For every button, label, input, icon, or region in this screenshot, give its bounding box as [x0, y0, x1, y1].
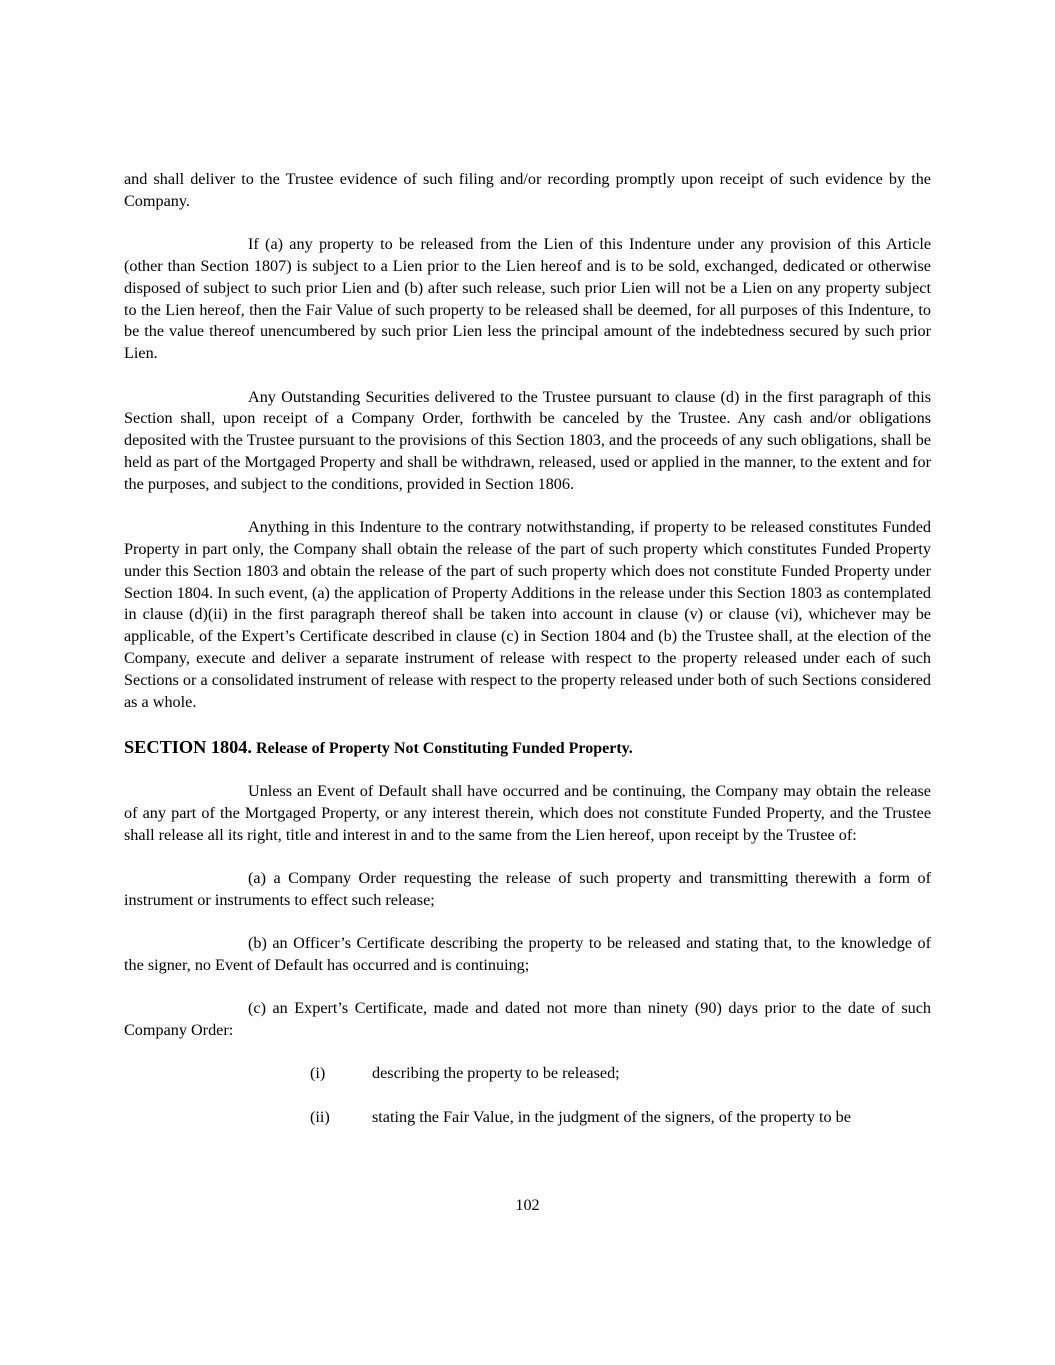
paragraph-outstanding-securities: Any Outstanding Securities delivered to the Trustee pursuant to clause (d) in the first paragraph of this Section shall, upon receipt of a Company Order, forthwith be canceled by the Trustee. Any cash and/or obligations deposited with the Trustee pursuant to the provisions of this Section 1803, and the proceeds of any such obligations, shall be held as part of the Mortgaged Property and shall be withdrawn, released, used or applied in the manner, to the extent and for the purposes, and subject to the conditions, provided in Section 1806.	[124, 387, 931, 493]
subitem-ii	[310, 1107, 931, 1129]
section-heading	[124, 735, 931, 761]
clause-b: (b) an Officer’s Certificate describing the property to be released and stating that, to the knowledge of the signer, no Event of Default has occurred and is continuing;	[124, 934, 931, 974]
clause-c: (c) an Expert’s Certificate, made and dated not more than ninety (90) days prior to the date of such Company Order:	[124, 999, 931, 1040]
section-intro-paragraph: Unless an Event of Default shall have occurred and be continuing, the Company may obtain the release of any part of the Mortgaged Property, or any interest therein, which does not constitute Funded Property, and the Trustee shall release all its right, title and interest in and to the same from the Lien hereof, upon receipt by the Trustee of:	[124, 781, 931, 844]
subitem-i	[310, 1063, 931, 1085]
clause-a: (a) a Company Order requesting the release of such property and transmitting therewith a form of instrument or instruments to effect such release;	[124, 868, 931, 909]
section-number: SECTION 1804.	[124, 736, 252, 757]
paragraph-funded-property: Anything in this Indenture to the contrary notwithstanding, if property to be released constitutes Funded Property in part only, the Company shall obtain the release of the part of such property which constitutes Funded Property under this Section 1803 and obtain the release of the part of such property which does not constitute Funded Property under Section 1804. In such event, (a) the application of Property Additions in the release under this Section 1803 as contemplated in clause (d)(ii) in the first paragraph thereof shall be taken into account in clause (v) or clause (vi), whichever may be applicable, of the Expert’s Certificate described in clause (c) in Section 1804 and (b) the Trustee shall, at the election of the Company, execute and deliver a separate instrument of release with respect to the property released under each of such Sections or a consolidated instrument of release with respect to the property released under both of such Sections considered as a whole.	[124, 518, 931, 711]
subitem-marker: (i)	[310, 1064, 326, 1083]
subitem-marker: (ii)	[310, 1107, 330, 1126]
paragraph-continuation: and shall deliver to the Trustee evidence of such filing and/or recording promptly upon receipt of such evidence by the Company.	[124, 170, 931, 210]
document-page	[124, 169, 931, 1150]
subitem-text: describing the property to be released;	[372, 1064, 620, 1083]
page-number: 102	[515, 1196, 540, 1214]
paragraph-prior-lien: If (a) any property to be released from the Lien of this Indenture under any provision of this Article (other than Section 1807) is subject to a Lien prior to the Lien hereof and is to be sold, exchanged, dedicated or otherwise disposed of subject to such prior Lien and (b) after such release, such prior Lien will not be a Lien on any property subject to the Lien hereof, then the Fair Value of such property to be released shall be deemed, for all purposes of this Indenture, to be the value thereof unencumbered by such prior Lien less the principal amount of the indebtedness secured by such prior Lien.	[124, 235, 931, 363]
subitem-text: stating the Fair Value, in the judgment of the signers, of the property to be	[372, 1107, 851, 1126]
section-title: Release of Property Not Constituting Funded Property.	[256, 739, 633, 757]
